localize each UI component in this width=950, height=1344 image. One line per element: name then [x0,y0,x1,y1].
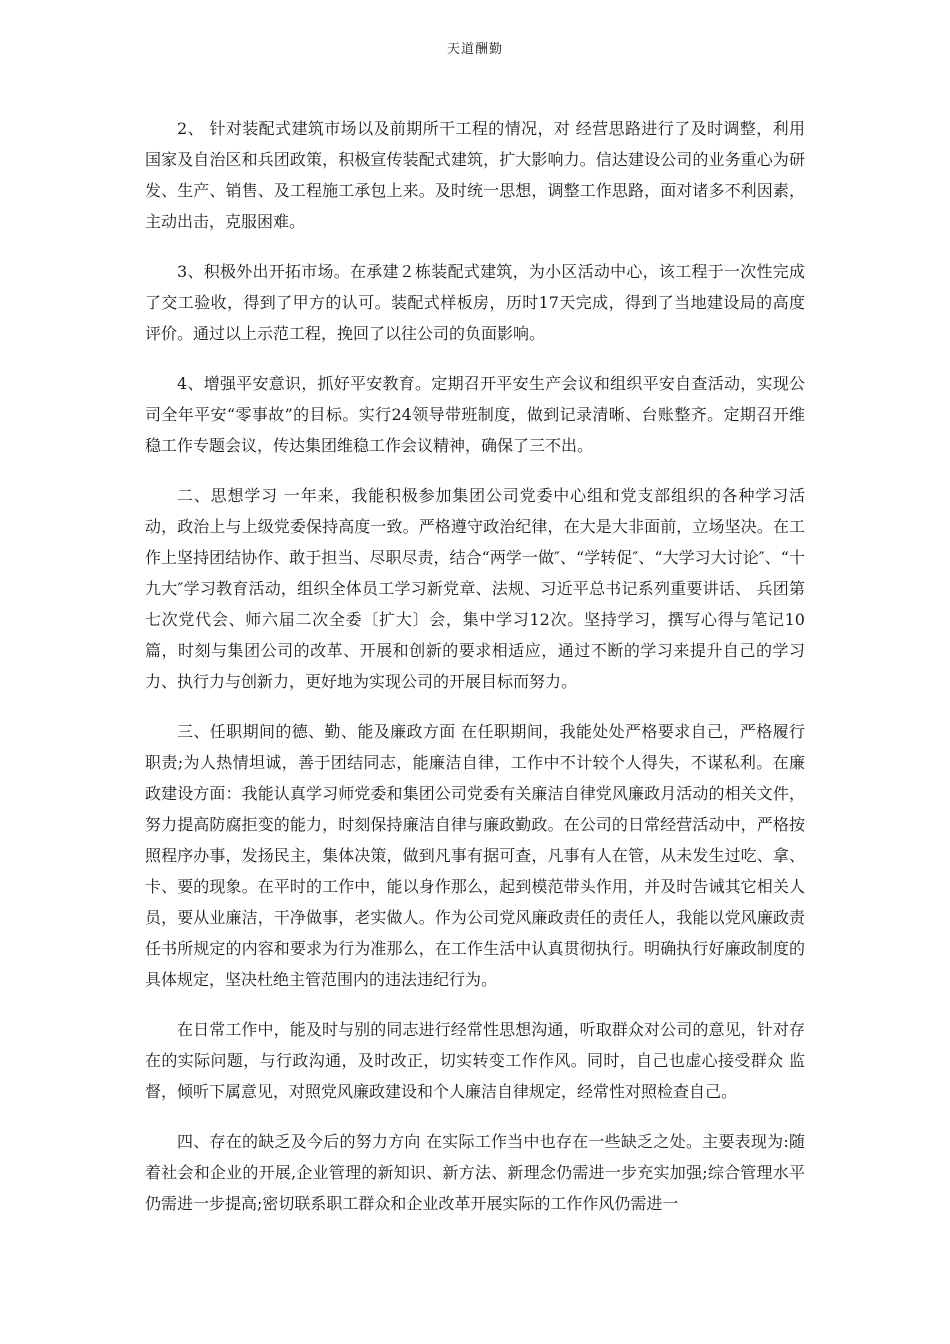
section-integrity: 三、任职期间的德、勤、能及廉政方面 在任职期间，我能处处严格要求自己，严格履行职责;为人热情坦诚，善于团结同志，能廉洁自律，工作中不计较个人得失，不谋私利。在廉政建设方面：我能认真学习师党委和集团公司党委有关廉洁自律党风廉政月活动的相关文件，努力提高防腐拒变的能力，时刻保持廉洁自律与廉政勤政。在公司的日常经营活动中，严格按照程序办事，发扬民主，集体决策，做到凡事有据可查，凡事有人在管，从未发生过吃、拿、卡、要的现象。在平时的工作中，能以身作那么，起到模范带头作用，并及时告诫其它相关人员，要从业廉洁，干净做事，老实做人。作为公司党风廉政责任的责任人，我能以党风廉政责任书所规定的内容和要求为行为准那么，在工作生活中认真贯彻执行。明确执行好廉政制度的具体规定，坚决杜绝主管范围内的违法违纪行为。 [145,722,805,989]
document-body [145,113,805,1238]
page-header: 天道酬勤 [446,42,503,57]
section-thought-study: 二、思想学习 一年来，我能积极参加集团公司党委中心组和党支部组织的各种学习活动，政治上与上级党委保持高度一致。严格遵守政治纪律，在大是大非面前，立场坚决。在工作上坚持团结协作、敢于担当、尽职尽责，结合“两学一做″、“学转促″、“大学习大讨论″、“十九大″学习教育活动，组织全体员工学习新党章、法规、习近平总书记系列重要讲话、 兵团第七次党代会、师六届二次全委〔扩大〕会，集中学习12次。坚持学习，撰写心得与笔记10篇，时刻与集团公司的改革、开展和创新的要求相适应，通过不断的学习来提升自己的学习力、执行力与创新力，更好地为实现公司的开展目标而努力。 [145,486,805,691]
paragraph-3: 3、积极外出开拓市场。在承建２栋装配式建筑，为小区活动中心，该工程于一次性完成了交工验收，得到了甲方的认可。装配式样板房，历时17天完成，得到了当地建设局的高度评价。通过以上示范工程，挽回了以往公司的负面影响。 [145,262,805,343]
paragraph-4: 4、增强平安意识，抓好平安教育。定期召开平安生产会议和组织平安自查活动，实现公司全年平安“零事故”的目标。实行24领导带班制度，做到记录清晰、台账整齐。定期召开维稳工作专题会议，传达集团维稳工作会议精神，确保了三不出。 [145,374,805,455]
paragraph-daily-work: 在日常工作中，能及时与别的同志进行经常性思想沟通，听取群众对公司的意见，针对存在的实际问题，与行政沟通，及时改正，切实转变工作作风。同时，自己也虚心接受群众 监督，倾听下属意见，对照党风廉政建设和个人廉洁自律规定，经常性对照检查自己。 [145,1020,805,1101]
section-shortcomings: 四、存在的缺乏及今后的努力方向 在实际工作当中也存在一些缺乏之处。主要表现为:随着社会和企业的开展,企业管理的新知识、新方法、新理念仍需进一步充实加强;综合管理水平仍需进一步提高;密切联系职工群众和企业改革开展实际的工作作风仍需进一 [145,1132,805,1213]
paragraph-2: 2、 针对装配式建筑市场以及前期所干工程的情况，对 经营思路进行了及时调整，利用国家及自治区和兵团政策，积极宣传装配式建筑，扩大影响力。信达建设公司的业务重心为研发、生产、销售、及工程施工承包上来。及时统一思想，调整工作思路，面对诸多不利因素，主动出击，克服困难。 [145,119,805,231]
